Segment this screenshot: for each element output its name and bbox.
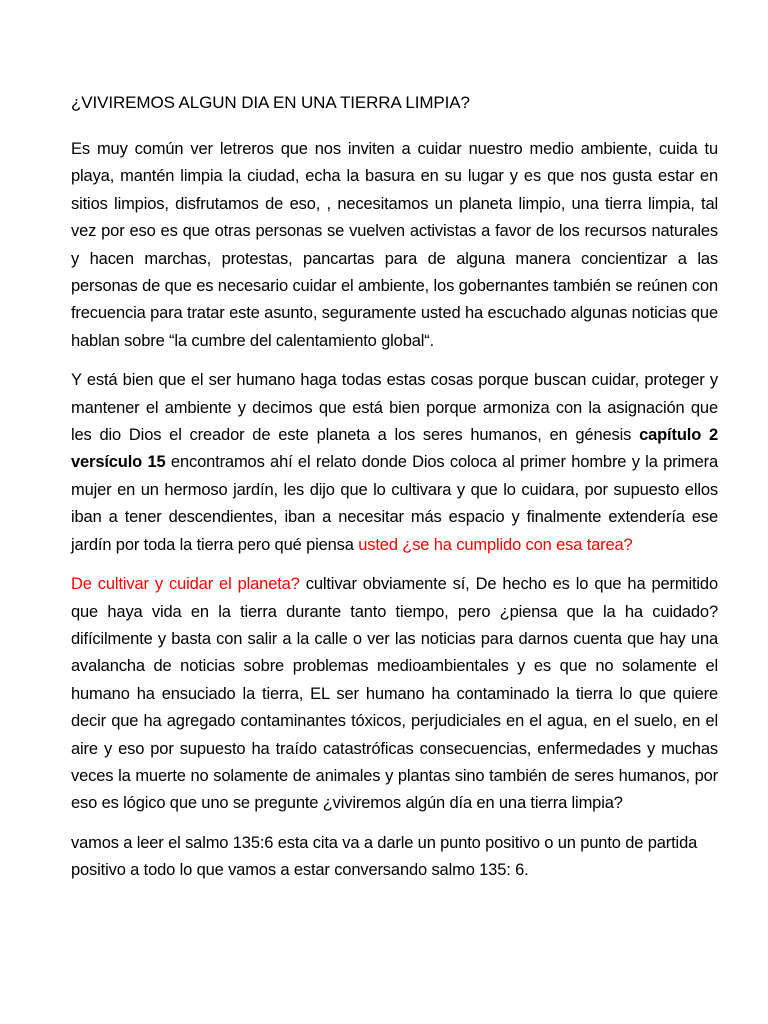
paragraph-4: vamos a leer el salmo 135:6 esta cita va a darle un punto positivo o un punto de partida positivo a todo lo que vamos a estar conversando salmo 135: 6. (71, 833, 698, 880)
paragraph-2-text-b: encontramos ahí el relato donde Dios coloca al primer hombre y la primera mujer en un hermoso jardín, les dijo que lo cultivara y que lo cuidara, por supuesto ellos iban a tener descendientes, iban a necesitar más espacio y finalmente extendería ese jardín por toda la tierra pero qué piensa (71, 453, 718, 554)
highlighted-question: usted ¿se ha cumplido con esa tarea? (358, 535, 633, 554)
bible-reference-bold: capítulo 2 versículo 15 (71, 426, 719, 472)
paragraph-1: Es muy común ver letreros que nos inviten a cuidar nuestro medio ambiente, cuida tu playa, mantén limpia la ciudad, echa la basura en su lugar y es que nos gusta estar en sitios limpios, disfrutamos de eso, , necesitamos un planeta limpio, una tierra limpia, tal vez por eso es que otras personas se vuelven activistas a favor de los recursos naturales y hacen marchas, protestas, pancartas para de alguna manera concientizar a las personas de que es necesario cuidar el ambiente, los gobernantes también se reúnen con frecuencia para tratar este asunto, seguramente usted ha escuchado algunas noticias que hablan sobre “la cumbre del calentamiento global“. (71, 140, 718, 350)
paragraph-2-text-a: Y está bien que el ser humano haga todas estas cosas porque buscan cuidar, proteger y mantener el ambiente y decimos que está bien porque armoniza con la asignación que les dio Dios el creador de este planeta a los seres humanos, en génesis (71, 371, 718, 445)
highlighted-question-continued: De cultivar y cuidar el planeta? (71, 575, 300, 594)
paragraph-3 (71, 571, 718, 818)
paragraph-3-text: cultivar obviamente sí, De hecho es lo que ha permitido que haya vida en la tierra durante tanto tiempo, pero ¿piensa que la ha cuidado? difícilmente y basta con salir a la calle o ver las noticias para darnos cuenta que hay una avalancha de noticias sobre problemas medioambientales y es que no solamente el humano ha ensuciado la tierra, EL ser humano ha contaminado la tierra lo que quiere decir que ha agregado contaminantes tóxicos, perjudiciales en el agua, en el suelo, en el aire y eso por supuesto ha traído catastróficas consecuencias, enfermedades y muchas veces la muerte no solamente de animales y plantas sino también de seres humanos, por eso es lógico que uno se pregunte ¿viviremos algún día en una tierra limpia? (71, 575, 718, 813)
paragraph-2 (71, 367, 718, 559)
document-title: ¿VIVIREMOS ALGUN DIA EN UNA TIERRA LIMPIA? (71, 93, 470, 112)
